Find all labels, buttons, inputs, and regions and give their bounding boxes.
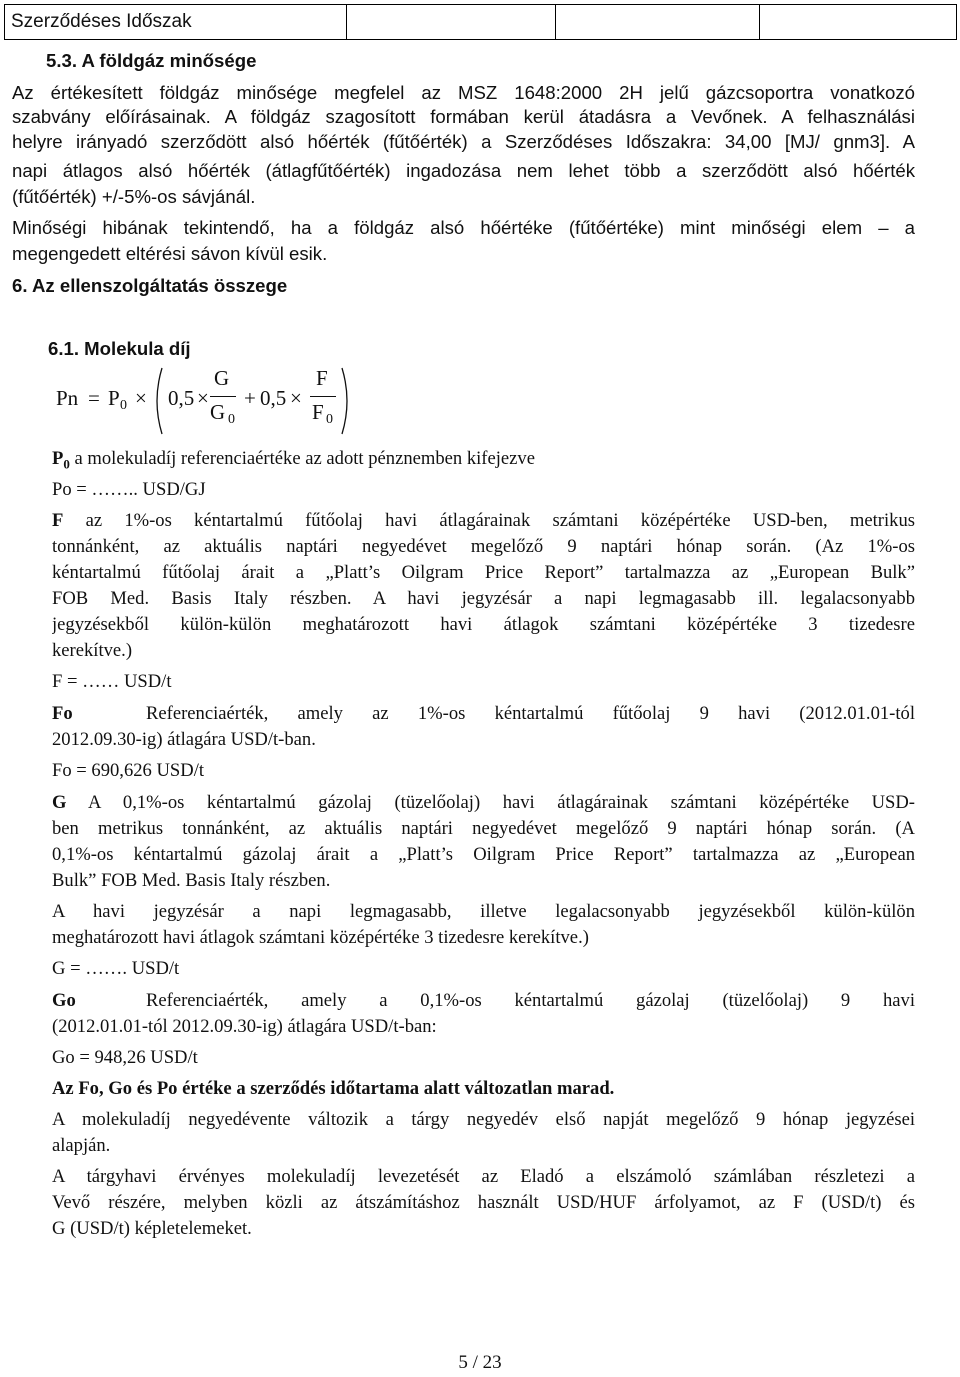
para2-line-1: A tárgyhavi érvényes molekuladíj levezetését az Eladó a elszámoló számlában részletezi a (52, 1166, 915, 1187)
formula-g-den-sub: 0 (228, 412, 235, 427)
g-value: G = ……. USD/t (52, 958, 180, 979)
section-6-1-heading: 6.1. Molekula díj (48, 338, 191, 359)
formula-lhs: Pn (56, 386, 79, 410)
fo-value: Fo = 690,626 USD/t (52, 760, 205, 781)
f-line-1 (52, 508, 915, 534)
formula-times-3: × (290, 386, 302, 410)
formula-coef-1: 0,5 (168, 386, 195, 410)
g-line-5: A havi jegyzésár a napi legmagasabb, illetve legalacsonyabb jegyzésekből külön-külön (52, 901, 915, 922)
f-line-3: kéntartalmú fűtőolaj árait a „Platt’s Oilgram Price Report” tartalmazza az „European Bulk” (52, 562, 915, 583)
p0-definition (52, 446, 955, 478)
para2-line-3: G (USD/t) képletelemeket. (52, 1218, 252, 1239)
g-line-4: Bulk” FOB Med. Basis Italy részben. (52, 870, 331, 891)
bold-note: Az Fo, Go és Po értéke a szerződés időtartama alatt változatlan marad. (52, 1078, 615, 1099)
g-line-1-text: A 0,1%-os kéntartalmú gázolaj (tüzelőolaj) havi átlagárainak számtani középértéke USD- (66, 792, 915, 813)
para1-line-1: A molekuladíj negyedévente változik a tárgy negyedév első napját megelőző 9 hónap jegyzései (52, 1109, 915, 1130)
s53-line-5: (fűtőérték) +/-5%-os sávjánál. (12, 186, 256, 207)
f-line-1-text: az 1%-os kéntartalmú fűtőolaj havi átlagárainak számtani középértéke USD-ben, metrikus (63, 510, 915, 531)
page-number: 5 / 23 (458, 1352, 502, 1373)
fo-line-2: 2012.09.30-ig) átlagára USD/t-ban. (52, 729, 316, 750)
g-line-3: 0,1%-os kéntartalmú gázolaj árait a „Platt’s Oilgram Price Report” tartalmazza az „European (52, 844, 915, 865)
p0-definition-text: a molekuladíj referenciaértéke az adott pénznemben kifejezve (69, 448, 535, 469)
s53-line-1: Az értékesített földgáz minősége megfelel az MSZ 1648:2000 2H jelű gázcsoportra vonatkozó (12, 82, 915, 103)
header-cell-3 (556, 5, 760, 40)
right-paren-icon (340, 366, 354, 436)
formula-g-num: G (214, 366, 230, 390)
f-line-4: FOB Med. Basis Italy részben. A havi jegyzésár a napi legmagasabb ill. legalacsonyabb (52, 588, 915, 609)
go-label: Go (52, 990, 76, 1011)
g-label: G (52, 792, 67, 813)
formula-g-den: G (210, 400, 226, 424)
header-title: Szerződéses Időszak (5, 5, 347, 40)
formula-times-1: × (135, 386, 147, 410)
fraction-bar-g (210, 396, 236, 397)
molecule-fee-formula (52, 360, 372, 440)
go-line-2: (2012.01.01-tól 2012.09.30-ig) átlagára USD/t-ban: (52, 1016, 437, 1037)
f-value: F = …… USD/t (52, 671, 172, 692)
header-table (4, 4, 957, 40)
formula-f-den: F (312, 400, 324, 424)
formula-f-den-sub: 0 (326, 412, 333, 427)
formula-times-2: × (197, 386, 209, 410)
g-line-6: meghatározott havi átlagok számtani középértéke 3 tizedesre kerekítve.) (52, 927, 589, 948)
fraction-bar-f (310, 396, 336, 397)
para1-line-2: alapján. (52, 1135, 111, 1156)
formula-coef-2: 0,5 (260, 386, 287, 410)
s53-line-4: napi átlagos alsó hőérték (átlagfűtőérték) ingadozása nem lehet több a szerződött alsó hőérték (12, 160, 915, 181)
f-line-5: jegyzésekből külön-külön meghatározott havi átlagok számtani középértéke 3 tizedesre (52, 614, 915, 635)
para2-line-2: Vevő részére, melyben közli az átszámításhoz használt USD/HUF árfolyamot, az F (USD/t) és (52, 1192, 915, 1213)
f-label: F (52, 510, 64, 531)
s53-line-6: Minőségi hibának tekintendő, ha a földgáz alsó hőértéke (fűtőértéke) mint minőségi elem – a (12, 217, 915, 238)
formula-p: P (108, 386, 120, 410)
formula-plus: + (244, 386, 256, 410)
section-5-3-heading: 5.3. A földgáz minősége (46, 50, 257, 71)
po-value: Po = …….. USD/GJ (52, 479, 206, 500)
formula-eq: = (88, 386, 100, 410)
g-line-1 (52, 790, 915, 816)
go-value: Go = 948,26 USD/t (52, 1047, 198, 1068)
formula-f-num: F (316, 366, 328, 390)
formula-p-sub: 0 (120, 398, 127, 413)
s53-line-3: helyre irányadó szerződött alsó hőérték (fűtőérték) a Szerződéses Időszakra: 34,00 [MJ/ gnm3]. A (12, 131, 915, 152)
g-line-2: ben metrikus tonnánként, az aktuális naptári negyedévet megelőző 9 naptári hónap során. (A (52, 818, 915, 839)
header-cell-2 (347, 5, 556, 40)
p0-label-sub: 0 (63, 456, 70, 472)
f-line-6: kerekítve.) (52, 640, 133, 661)
s53-line-2: szabvány előírásainak. A földgáz szagosított formában kerül átadásra a Vevőnek. A felhasználási (12, 106, 915, 127)
p0-label: P (52, 448, 64, 469)
go-line-1: Referenciaérték, amely a 0,1%-os kéntartalmú gázolaj (tüzelőolaj) 9 havi (146, 990, 915, 1011)
header-cell-4 (760, 5, 957, 40)
left-paren-icon (150, 366, 164, 436)
fo-line-1: Referenciaérték, amely az 1%-os kéntartalmú fűtőolaj 9 havi (2012.01.01-tól (146, 703, 915, 724)
section-6-heading: 6. Az ellenszolgáltatás összege (12, 275, 288, 296)
s53-line-7: megengedett eltérési sávon kívül esik. (12, 243, 328, 264)
fo-label: Fo (52, 703, 73, 724)
f-line-2: tonnánként, az aktuális naptári negyedévet megelőző 9 naptári hónap során. (Az 1%-os (52, 536, 915, 557)
